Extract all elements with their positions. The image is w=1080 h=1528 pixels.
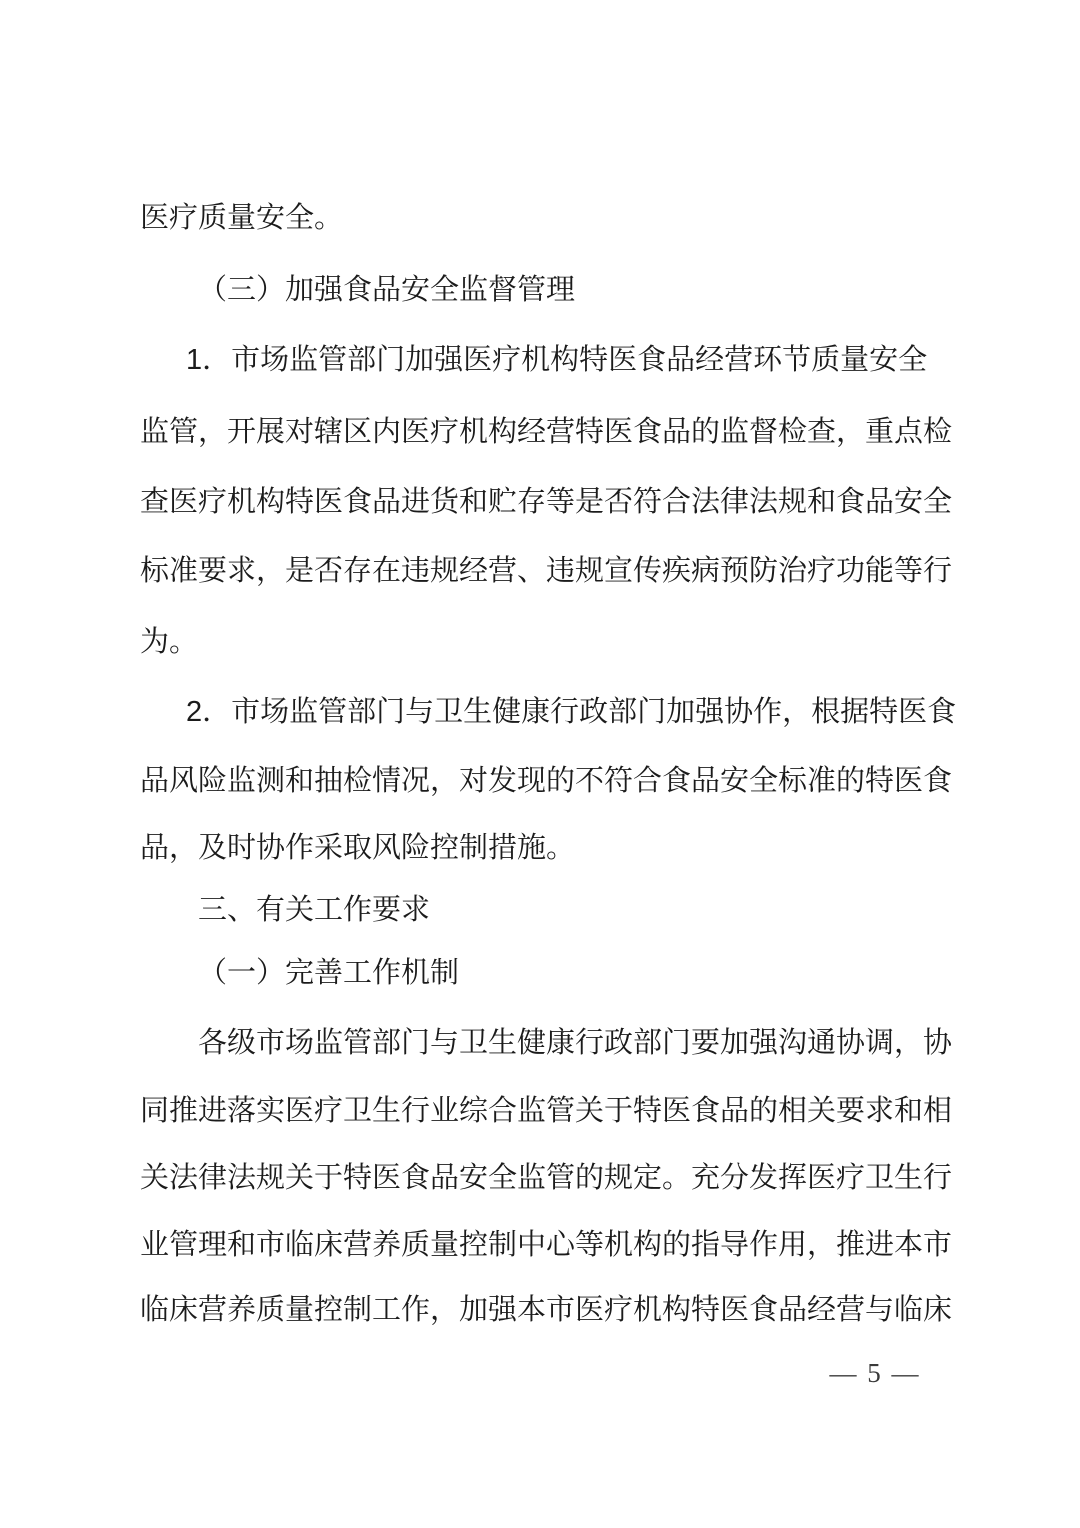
body-line: 业管理和市临床营养质量控制中心等机构的指导作用，推进本市 [140, 1229, 953, 1261]
body-line: 1．市场监管部门加强医疗机构特医食品经营环节质量安全 [186, 344, 928, 376]
body-line: 标准要求，是否存在违规经营、违规宣传疾病预防治疗功能等行 [140, 555, 953, 587]
body-line: 医疗质量安全。 [140, 202, 344, 234]
body-line: 各级市场监管部门与卫生健康行政部门要加强沟通协调，协 [198, 1027, 953, 1059]
section-heading-yi: （一）完善工作机制 [198, 957, 460, 989]
body-line: 品风险监测和抽检情况，对发现的不符合食品安全标准的特医食 [140, 765, 953, 797]
body-line: 2．市场监管部门与卫生健康行政部门加强协作，根据特医食 [186, 696, 957, 728]
body-line: 为。 [140, 626, 199, 658]
section-heading-san: （三）加强食品安全监督管理 [198, 274, 576, 306]
body-line: 临床营养质量控制工作，加强本市医疗机构特医食品经营与临床 [140, 1294, 953, 1326]
body-line: 品，及时协作采取风险控制措施。 [140, 832, 576, 864]
page-number: — 5 — [829, 1358, 921, 1388]
body-line: 关法律法规关于特医食品安全监管的规定。充分发挥医疗卫生行 [140, 1162, 953, 1194]
body-line: 查医疗机构特医食品进货和贮存等是否符合法律法规和食品安全 [140, 486, 953, 518]
body-line: 监管，开展对辖区内医疗机构经营特医食品的监督检查，重点检 [140, 416, 953, 448]
body-line: 同推进落实医疗卫生行业综合监管关于特医食品的相关要求和相 [140, 1095, 953, 1127]
section-heading-three: 三、有关工作要求 [198, 894, 431, 926]
